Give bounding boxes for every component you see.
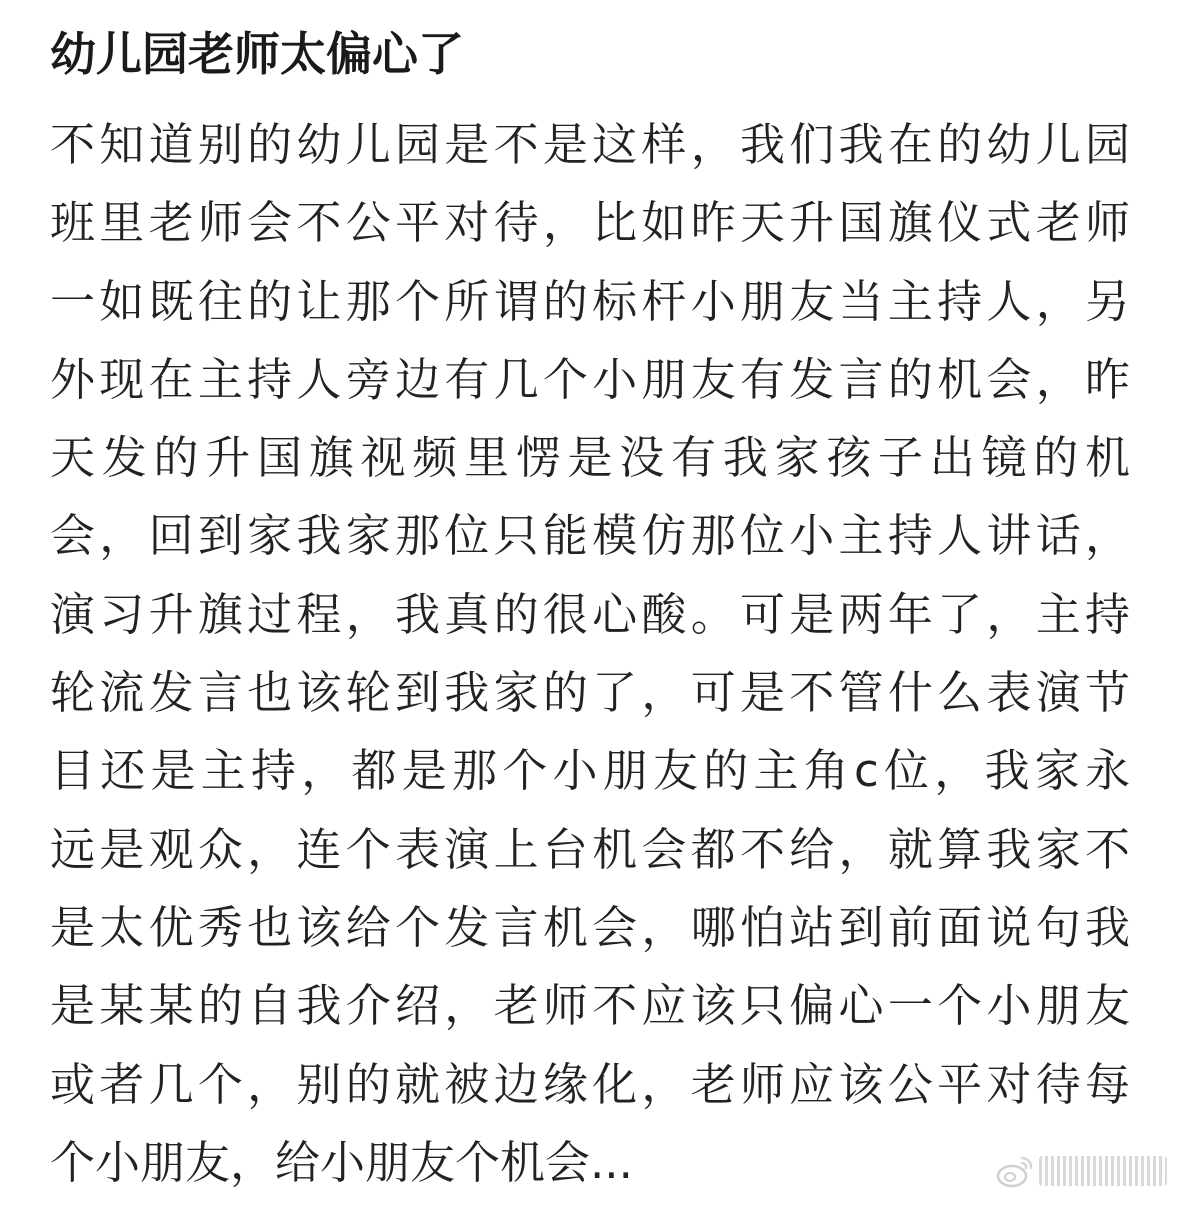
post-body-line: 目还是主持，都是那个小朋友的主角c位，我家永 <box>50 744 1130 798</box>
post-body-line: 远是观众，连个表演上台机会都不给，就算我家不 <box>50 822 1130 876</box>
post-body <box>50 106 1130 1202</box>
weibo-logo-icon <box>995 1152 1035 1190</box>
post-body-line: 天发的升国旗视频里愣是没有我家孩子出镜的机 <box>50 431 1130 485</box>
post-body-line: 轮流发言也该轮到我家的了，可是不管什么表演节 <box>50 666 1130 720</box>
post <box>50 18 1130 1202</box>
watermark <box>995 1152 1167 1190</box>
post-body-line: 演习升旗过程，我真的很心酸。可是两年了，主持 <box>50 587 1130 641</box>
post-title: 幼儿园老师太偏心了 <box>50 27 464 81</box>
post-body-line: 一如既往的让那个所谓的标杆小朋友当主持人，另 <box>50 274 1130 328</box>
watermark-id-graphic <box>1039 1156 1167 1186</box>
post-body-line: 不知道别的幼儿园是不是这样，我们我在的幼儿园 <box>50 118 1130 171</box>
post-body-line: 是太优秀也该给个发言机会，哪怕站到前面说句我 <box>50 900 1130 954</box>
post-body-line: 是某某的自我介绍，老师不应该只偏心一个小朋友 <box>50 979 1130 1033</box>
post-body-line: 个小朋友，给小朋友个机会... <box>50 1135 633 1189</box>
post-body-line: 班里老师会不公平对待，比如昨天升国旗仪式老师 <box>50 196 1130 250</box>
post-body-line: 外现在主持人旁边有几个小朋友有发言的机会，昨 <box>50 352 1130 406</box>
post-body-line: 或者几个，别的就被边缘化，老师应该公平对待每 <box>50 1057 1130 1111</box>
post-body-line: 会，回到家我家那位只能模仿那位小主持人讲话， <box>50 509 1130 563</box>
